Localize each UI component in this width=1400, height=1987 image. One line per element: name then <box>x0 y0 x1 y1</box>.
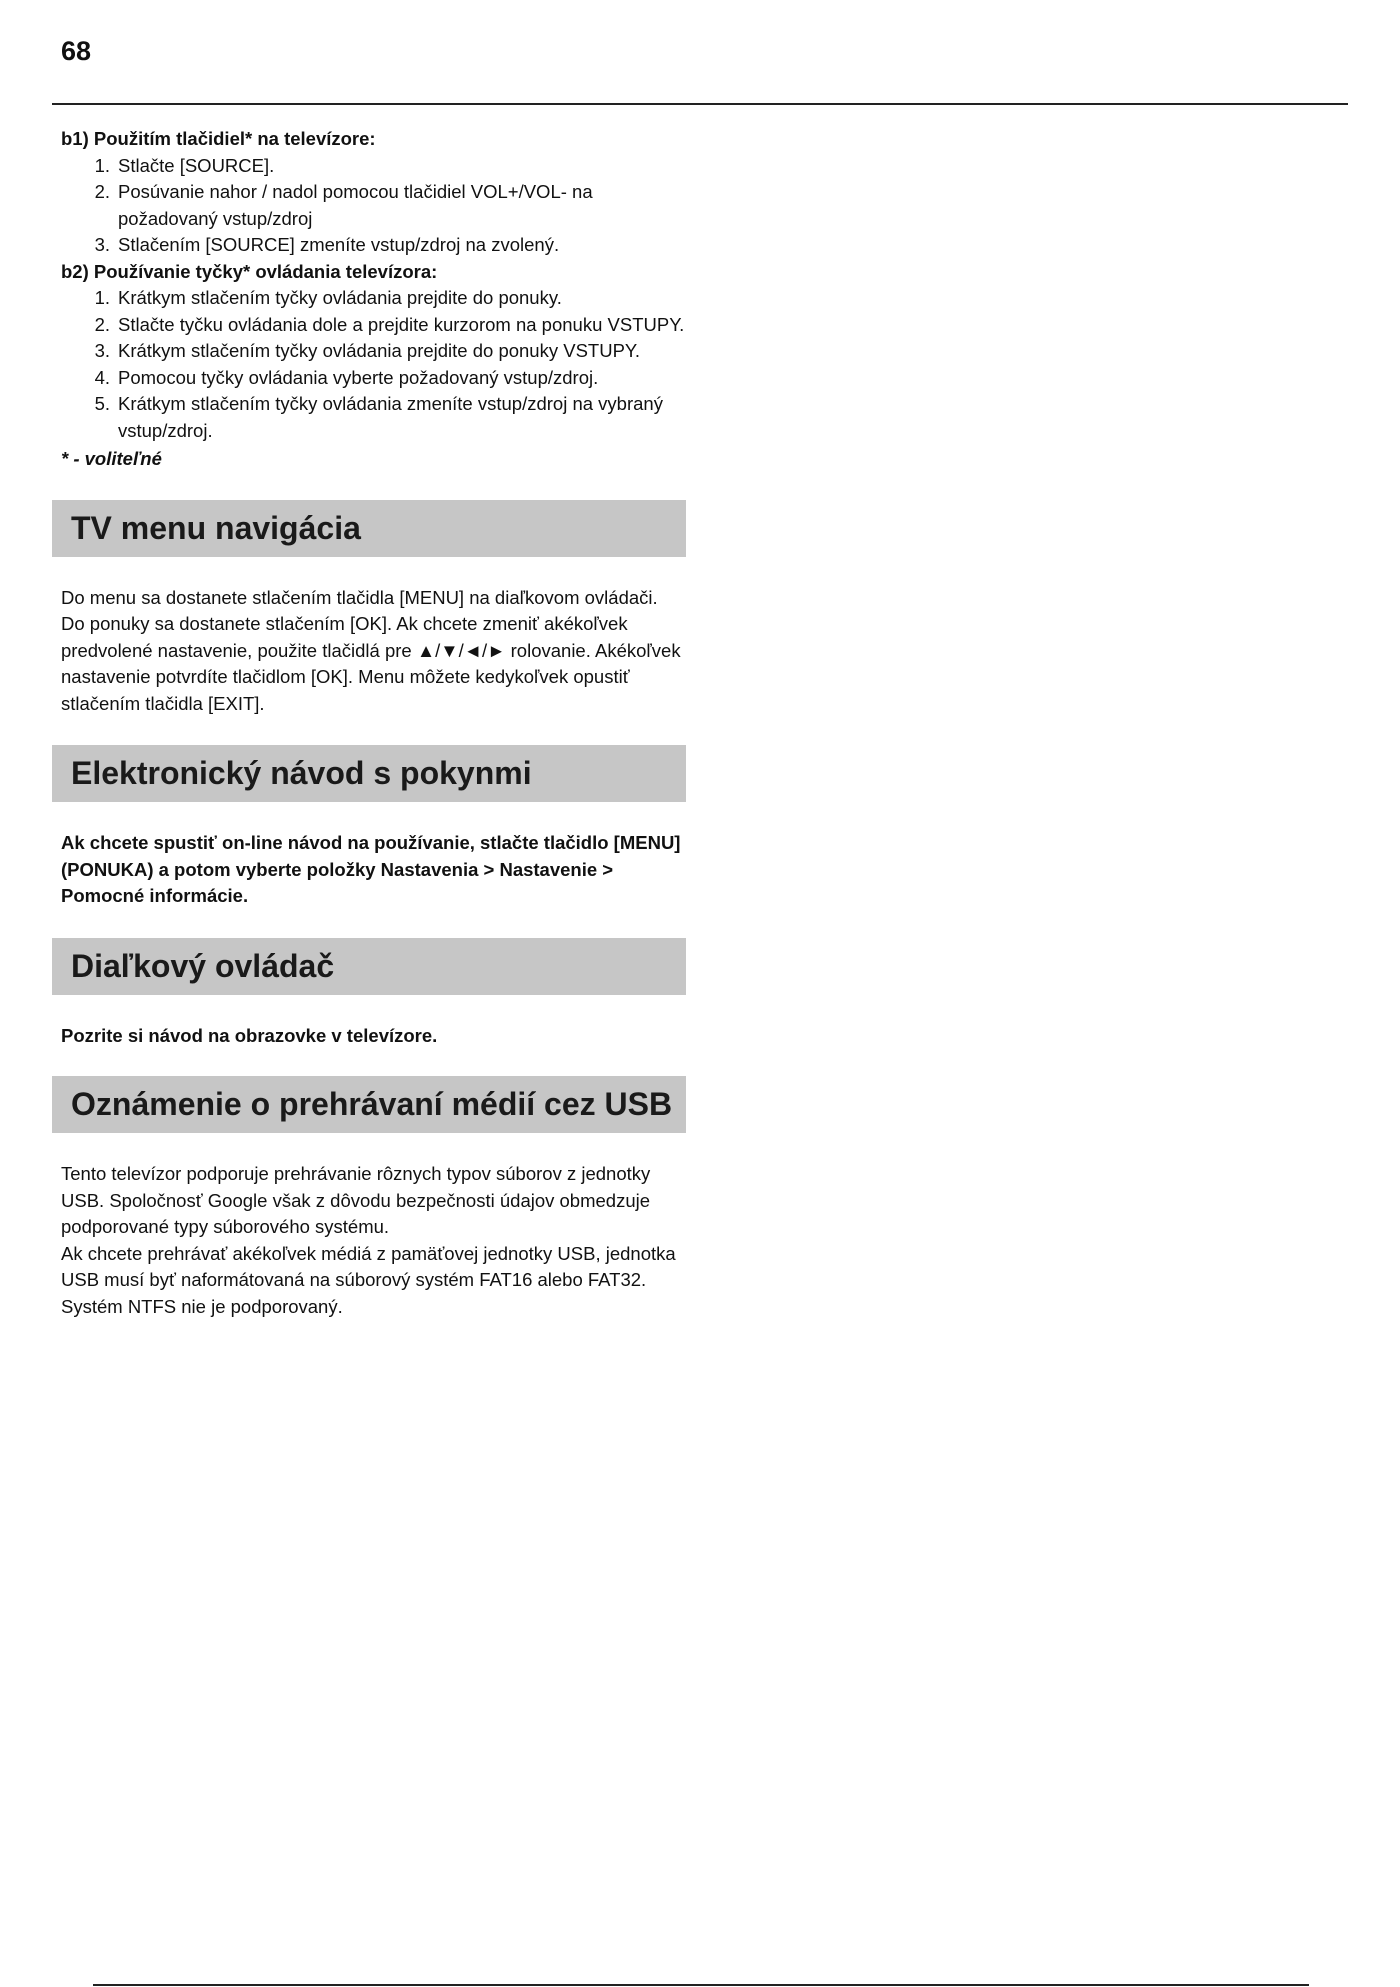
step-text: Krátkym stlačením tyčky ovládania prejdite do ponuky VSTUPY. <box>118 340 641 361</box>
step-text: Stlačte [SOURCE]. <box>118 154 275 176</box>
list-item <box>52 153 686 180</box>
b1-heading: b1) Použitím tlačidiel* na televízore: <box>61 128 376 149</box>
step-number: 3. <box>94 340 110 361</box>
step-text: Stlačením [SOURCE] zmeníte vstup/zdroj na zvolený. <box>118 234 560 255</box>
section-title-menu-navigation: TV menu navigácia <box>52 500 686 557</box>
optional-note: * - voliteľné <box>61 448 162 469</box>
usb-media-text-1: Tento televízor podporuje prehrávanie rôznych typov súborov z jednotky USB. Spoločnosť Google však z dôvodu bezpečnosti údajov obmedzuje podporované typy súborového systému. <box>61 1163 651 1237</box>
step-text: Pomocou tyčky ovládania vyberte požadovaný vstup/zdroj. <box>118 366 599 388</box>
menu-navigation-text: Do menu sa dostanete stlačením tlačidla [MENU] na diaľkovom ovládači. Do ponuky sa dostanete stlačením [OK]. Ak chcete zmeniť akékoľvek predvolené nastavenie, použite tlačidlá pre ▲/▼/◄/► rolovanie. Akékoľvek nastavenie potvrdíte tlačidlom [OK]. Menu môžete kedykoľvek opustiť stlačením tlačidla [EXIT]. <box>61 586 681 714</box>
section-title-remote-control: Diaľkový ovládač <box>52 938 686 995</box>
step-number: 5. <box>94 393 110 414</box>
electronic-guide-text: Ak chcete spustiť on-line návod na používanie, stlačte tlačidlo [MENU] (PONUKA) a potom vyberte položky Nastavenia > Nastavenie > Pomocné informácie. <box>61 832 681 906</box>
b2-heading: b2) Používanie tyčky* ovládania televízora: <box>61 260 438 282</box>
step-number: 1. <box>94 287 110 308</box>
step-number: 2. <box>94 313 110 335</box>
list-item <box>52 179 686 232</box>
step-number: 1. <box>94 154 110 176</box>
list-item <box>52 232 686 259</box>
remote-control-text: Pozrite si návod na obrazovke v televízore. <box>61 1024 438 1046</box>
step-number: 2. <box>94 181 110 202</box>
step-number: 3. <box>94 234 110 255</box>
usb-media-text-2: Ak chcete prehrávať akékoľvek médiá z pamäťovej jednotky USB, jednotka USB musí byť naformátovaná na súborový systém FAT16 alebo FAT32. Systém NTFS nie je podporovaný. <box>61 1242 676 1317</box>
step-text: Krátkym stlačením tyčky ovládania zmeníte vstup/zdroj na vybraný vstup/zdroj. <box>118 393 663 441</box>
list-item <box>52 365 686 392</box>
step-text: Posúvanie nahor / nadol pomocou tlačidiel VOL+/VOL- na požadovaný vstup/zdroj <box>118 181 593 229</box>
list-item <box>52 391 686 444</box>
header-divider <box>52 103 1348 105</box>
page-number: 68 <box>61 36 92 66</box>
section-title-usb-media: Oznámenie o prehrávaní médií cez USB <box>52 1076 686 1133</box>
section-title-electronic-guide: Elektronický návod s pokynmi <box>52 745 686 802</box>
b1-steps-list <box>52 153 686 259</box>
list-item <box>52 285 686 312</box>
step-text: Krátkym stlačením tyčky ovládania prejdite do ponuky. <box>118 287 562 308</box>
list-item <box>52 338 686 365</box>
step-number: 4. <box>94 366 110 388</box>
b2-steps-list <box>52 285 686 444</box>
step-text: Stlačte tyčku ovládania dole a prejdite kurzorom na ponuku VSTUPY. <box>118 313 685 335</box>
list-item <box>52 312 686 339</box>
footer-divider <box>93 1984 1309 1986</box>
page-content <box>52 126 686 1320</box>
